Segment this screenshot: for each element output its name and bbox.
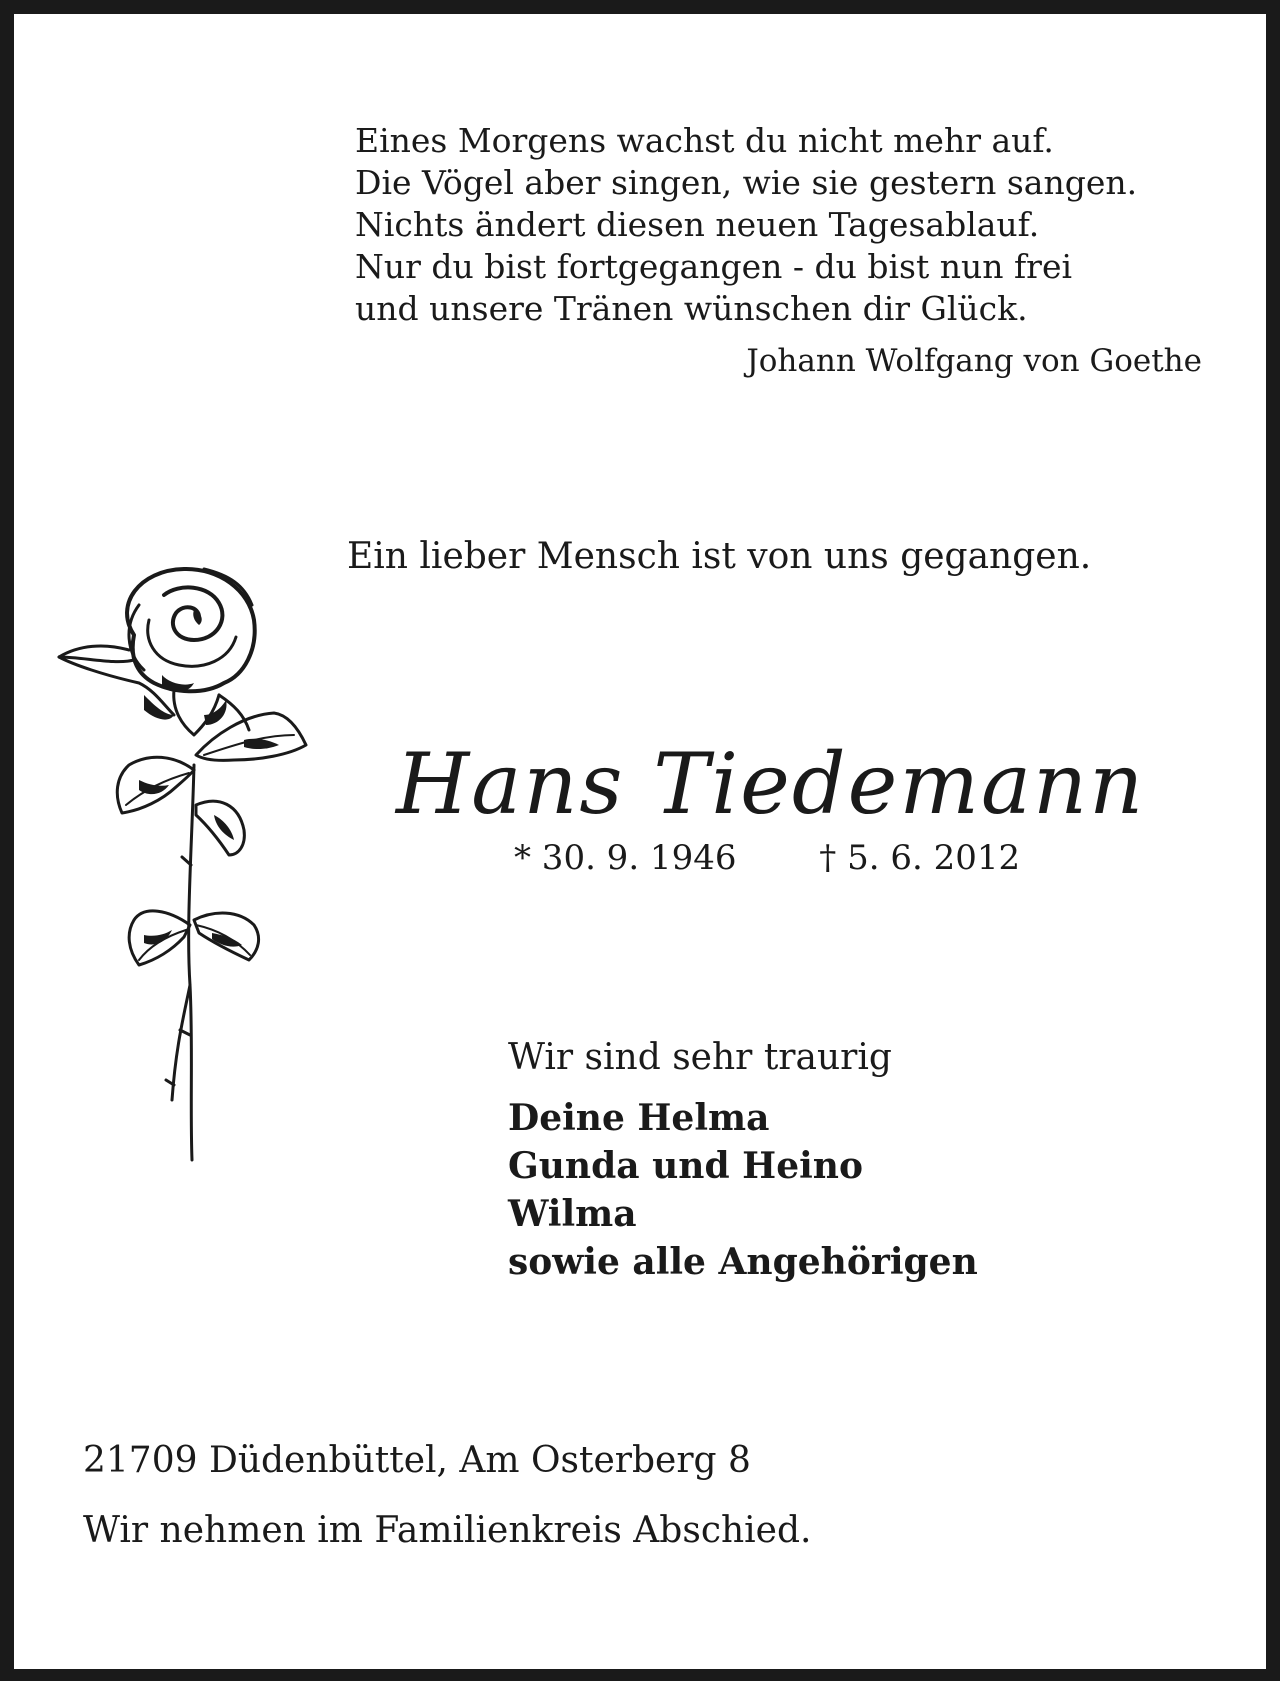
signatory: sowie alle Angehörigen [508, 1241, 978, 1283]
life-dates [514, 838, 1020, 878]
signatories [508, 1094, 978, 1286]
intro-text: Ein lieber Mensch ist von uns gegangen. [347, 536, 1092, 577]
farewell-note: Wir nehmen im Familienkreis Abschied. [83, 1510, 812, 1551]
signatory: Wilma [508, 1193, 637, 1235]
poem-line: Nichts ändert diesen neuen Tagesablauf. [355, 205, 1040, 244]
mourning-statement: Wir sind sehr traurig [508, 1037, 892, 1078]
poem-line: Eines Morgens wachst du nicht mehr auf. [355, 121, 1054, 160]
rose-icon [44, 565, 334, 1165]
poem-author: Johann Wolfgang von Goethe [746, 343, 1202, 379]
poem [355, 120, 1137, 330]
poem-line: Nur du bist fortgegangen - du bist nun frei [355, 247, 1073, 286]
deceased-name: Hans Tiedemann [396, 735, 1146, 833]
poem-line: und unsere Tränen wünschen dir Glück. [355, 289, 1028, 328]
signatory: Gunda und Heino [508, 1145, 863, 1187]
signatory: Deine Helma [508, 1097, 770, 1139]
poem-line: Die Vögel aber singen, wie sie gestern sangen. [355, 163, 1138, 202]
address: 21709 Düdenbüttel, Am Osterberg 8 [83, 1440, 751, 1481]
birth-date: * 30. 9. 1946 [514, 838, 737, 878]
death-date: † 5. 6. 2012 [819, 838, 1021, 878]
